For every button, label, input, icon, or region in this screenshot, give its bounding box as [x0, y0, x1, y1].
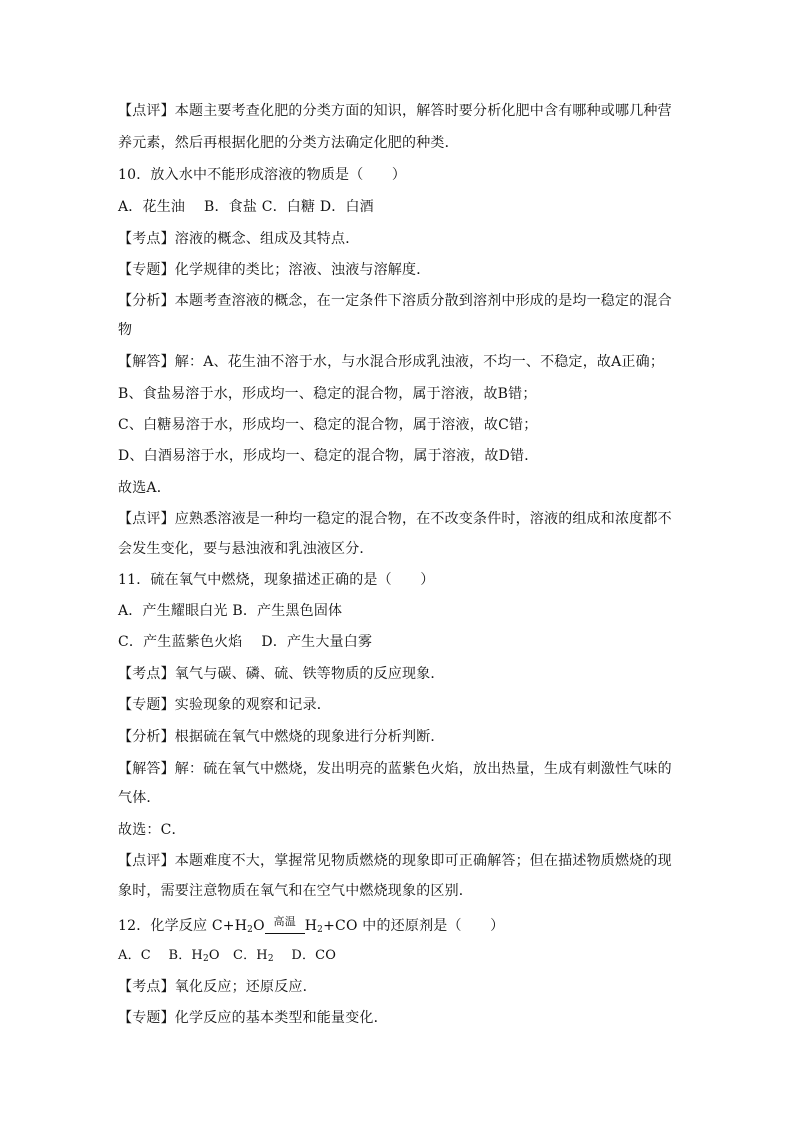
- q10-dianping-line-2: 会发生变化，要与悬浊液和乳浊液区分．: [118, 541, 374, 557]
- q12-mid: O: [253, 918, 265, 934]
- q11-kaodian: 【考点】氧气与碳、磷、硫、铁等物质的反应现象．: [118, 666, 445, 682]
- q12-opt-b: O C．H: [208, 948, 268, 963]
- q12-opt-a: A．C B．H: [118, 948, 203, 963]
- q12-opt-sub-2: 2: [267, 954, 274, 964]
- q10-fenxi-line-1: 【分析】本题考查溶液的概念，在一定条件下溶质分散到溶剂中形成的是均一稳定的混合: [118, 293, 672, 309]
- reaction-arrow-bar: [265, 933, 305, 934]
- q12-sub-2: 2: [317, 925, 324, 935]
- q10-dianping-line-1: 【点评】应熟悉溶液是一种均一稳定的混合物，在不改变条件时，溶液的组成和浓度都不: [118, 511, 672, 527]
- q11-answer: 故选：C．: [118, 822, 186, 838]
- q11-jieda-line-2: 气体．: [118, 790, 161, 806]
- q10-jieda-d: D、白酒易溶于水，形成均一、稳定的混合物，属于溶液，故D错．: [118, 448, 539, 464]
- comment-line-2: 养元素，然后再根据化肥的分类方法确定化肥的种类．: [118, 135, 459, 151]
- q11-jieda-line-1: 【解答】解：硫在氧气中燃烧，发出明亮的蓝紫色火焰，放出热量，生成有刺激性气味的: [118, 761, 672, 777]
- q10-jieda-a: 【解答】解：A、花生油不溶于水，与水混合形成乳浊液，不均一、不稳定，故A正确；: [118, 354, 665, 370]
- q10-jieda-c: C、白糖易溶于水，形成均一、稳定的混合物，属于溶液，故C错；: [118, 417, 538, 433]
- q12-opt-sub-1: 2: [202, 954, 209, 964]
- q12-kaodian: 【考点】氧化反应；还原反应．: [118, 979, 317, 995]
- reaction-condition: [265, 915, 305, 930]
- q12-prefix: 12．化学反应 C+H: [118, 918, 248, 934]
- q12-after: H: [304, 918, 318, 934]
- q11-dianping-line-2: 象时，需要注意物质在氧气和在空气中燃烧现象的区别．: [118, 883, 473, 899]
- q10-answer: 故选A．: [118, 480, 171, 496]
- question-10-options: A．花生油 B．食盐 C．白糖 D．白酒: [118, 199, 374, 215]
- q12-suffix: +CO 中的还原剂是（ ）: [323, 918, 505, 934]
- q10-jieda-b: B、食盐易溶于水，形成均一、稳定的混合物，属于溶液，故B错；: [118, 386, 537, 402]
- question-11-options-ab: A．产生耀眼白光 B．产生黑色固体: [118, 603, 343, 619]
- question-12-options: [118, 946, 336, 969]
- question-11-options-cd: C．产生蓝紫色火焰 D．产生大量白雾: [118, 634, 373, 650]
- question-10: 10．放入水中不能形成溶液的物质是（ ）: [118, 167, 407, 183]
- q12-opt-c: D．CO: [273, 948, 337, 963]
- q11-zhuanti: 【专题】实验现象的观察和记录．: [118, 697, 331, 713]
- q10-zhuanti: 【专题】化学规律的类比；溶液、浊液与溶解度．: [118, 262, 431, 278]
- question-12: [118, 916, 504, 940]
- question-11: 11．硫在氧气中燃烧，现象描述正确的是（ ）: [118, 572, 435, 588]
- q11-fenxi: 【分析】根据硫在氧气中燃烧的现象进行分析判断．: [118, 729, 445, 745]
- q12-sub-1: 2: [247, 925, 254, 935]
- q11-dianping-line-1: 【点评】本题难度不大，掌握常见物质燃烧的现象即可正确解答；但在描述物质燃烧的现: [118, 853, 672, 869]
- q10-kaodian: 【考点】溶液的概念、组成及其特点．: [118, 231, 360, 247]
- q10-fenxi-line-2: 物: [118, 322, 133, 338]
- comment-line-1: 【点评】本题主要考查化肥的分类方面的知识，解答时要分析化肥中含有哪种或哪几种营: [118, 103, 672, 119]
- q12-zhuanti: 【专题】化学反应的基本类型和能量变化．: [118, 1010, 388, 1026]
- reaction-condition-label: 高温: [273, 915, 296, 928]
